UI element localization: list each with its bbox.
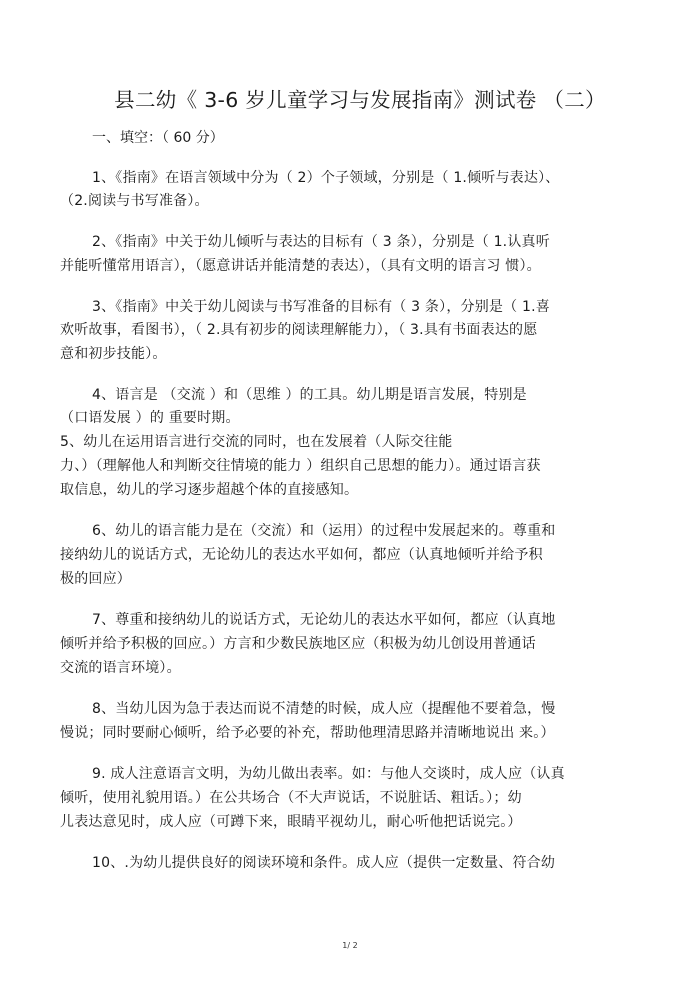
q2-line-1: 2、《指南》中关于幼儿倾听与表达的目标有（ 3 条），分别是（ 1.认真听 xyxy=(92,234,550,250)
q9-line-3: 儿表达意见时，成人应（可蹲下来，眼睛平视幼儿，耐心听他把话说完。） xyxy=(60,814,522,830)
q1-line-1: 1、《指南》在语言领域中分为（ 2）个子领域，分别是（ 1.倾听与表达）、 xyxy=(92,170,560,186)
q3-line-1: 3、《指南》中关于幼儿阅读与书写准备的目标有（ 3 条），分别是（ 1.喜 xyxy=(92,299,550,315)
q6-line-3: 极的回应） xyxy=(60,571,131,587)
q3-line-2: 欢听故事，看图书），（ 2.具有初步的阅读理解能力），（ 3.具有书面表达的愿 xyxy=(60,322,538,338)
q5-line-3: 取信息，幼儿的学习逐步超越个体的直接感知。 xyxy=(60,482,359,498)
q7-line-3: 交流的语言环境）。 xyxy=(60,660,181,676)
section-heading: 一、填空：（ 60 分） xyxy=(92,130,224,146)
q4-line-1: 4、语言是 （交流 ）和（思维 ）的工具。幼儿期是语言发展，特别是 xyxy=(92,387,527,403)
q1-line-2: （2.阅读与书写准备）。 xyxy=(60,193,209,209)
q6-line-1: 6、幼儿的语言能力是在（交流）和（运用）的过程中发展起来的。尊重和 xyxy=(92,523,556,539)
q2-line-2: 并能听懂常用语言），（愿意讲话并能清楚的表达），（具有文明的语言习 惯）。 xyxy=(60,258,541,274)
q7-line-2: 倾听并给予积极的回应。）方言和少数民族地区应（积极为幼儿创设用普通话 xyxy=(60,636,536,652)
q4-line-2: （口语发展 ）的 重要时期。 xyxy=(60,410,240,426)
page-number: 1/ 2 xyxy=(342,941,358,950)
q9-line-1: 9. 成人注意语言文明，为幼儿做出表率。如：与他人交谈时，成人应（认真 xyxy=(92,766,565,782)
q5-line-1: 5、幼儿在运用语言进行交流的同时，也在发展着（人际交往能 xyxy=(60,434,453,450)
q7-line-1: 7、尊重和接纳幼儿的说话方式，无论幼儿的表达水平如何，都应（认真地 xyxy=(92,612,556,628)
q9-line-2: 倾听，使用礼貌用语。）在公共场合（不大声说话，不说脏话、粗话。）；幼 xyxy=(60,790,522,806)
q6-line-2: 接纳幼儿的说话方式，无论幼儿的表达水平如何，都应（认真地倾听并给予积 xyxy=(60,547,543,563)
document-title: 县二幼《 3-6 岁儿童学习与发展指南》测试卷 （二） xyxy=(114,88,606,112)
q8-line-2: 慢说；同时要耐心倾听，给予必要的补充，帮助他理清思路并清晰地说出 来。） xyxy=(60,725,555,741)
q8-line-1: 8、当幼儿因为急于表达而说不清楚的时候，成人应（提醒他不要着急，慢 xyxy=(92,701,556,717)
q10-line-1: 10、.为幼儿提供良好的阅读环境和条件。成人应（提供一定数量、符合幼 xyxy=(92,855,556,871)
q3-line-3: 意和初步技能）。 xyxy=(60,346,167,362)
q5-line-2: 力、）（理解他人和判断交往情境的能力 ）组织自己思想的能力）。通过语言获 xyxy=(60,458,541,474)
